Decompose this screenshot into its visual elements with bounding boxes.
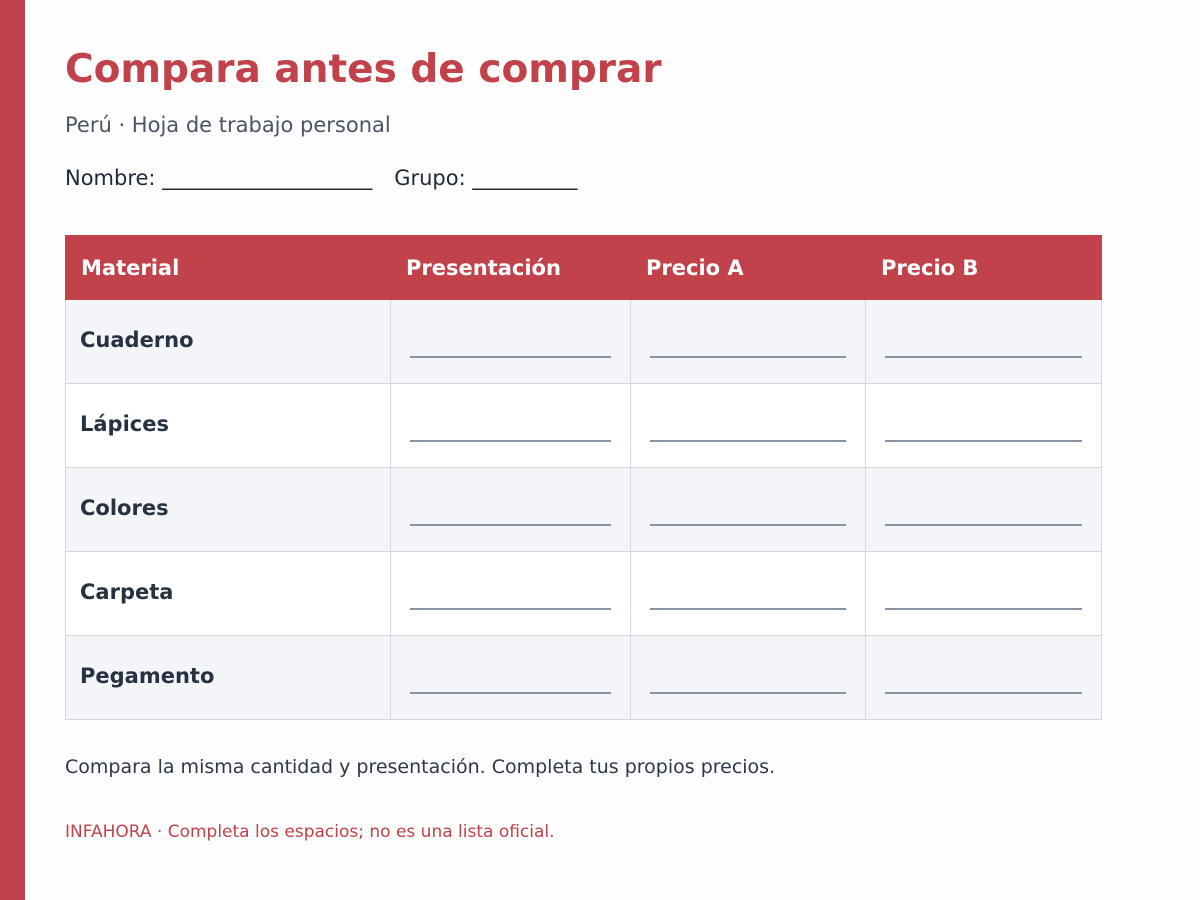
precio-b-cell bbox=[866, 300, 1102, 384]
blank-line bbox=[410, 608, 611, 610]
material-name: Lápices bbox=[80, 412, 169, 436]
precio-b-cell bbox=[866, 636, 1102, 720]
table-row bbox=[66, 384, 1102, 468]
material-cell bbox=[66, 300, 391, 384]
name-label: Nombre: bbox=[65, 166, 156, 190]
blank-line bbox=[885, 356, 1082, 358]
precio-a-cell bbox=[631, 636, 866, 720]
blank-line bbox=[410, 440, 611, 442]
blank-line bbox=[650, 524, 846, 526]
material-cell bbox=[66, 552, 391, 636]
presentacion-cell bbox=[391, 468, 631, 552]
presentacion-cell bbox=[391, 300, 631, 384]
column-header-material: Material bbox=[66, 236, 391, 300]
page-subtitle: Perú · Hoja de trabajo personal bbox=[65, 113, 391, 137]
blank-line bbox=[885, 692, 1082, 694]
blank-line bbox=[885, 608, 1082, 610]
material-cell bbox=[66, 384, 391, 468]
blank-line bbox=[410, 692, 611, 694]
material-cell bbox=[66, 636, 391, 720]
instruction-note: Compara la misma cantidad y presentación. Completa tus propios precios. bbox=[65, 756, 776, 778]
presentacion-cell bbox=[391, 636, 631, 720]
blank-line bbox=[650, 440, 846, 442]
material-cell bbox=[66, 468, 391, 552]
blank-line bbox=[885, 524, 1082, 526]
presentacion-cell bbox=[391, 552, 631, 636]
presentacion-cell bbox=[391, 384, 631, 468]
material-name: Pegamento bbox=[80, 664, 215, 688]
precio-a-cell bbox=[631, 384, 866, 468]
column-header-presentacion: Presentación bbox=[391, 236, 631, 300]
table-row bbox=[66, 636, 1102, 720]
name-blank: ____________________ bbox=[162, 166, 373, 190]
precio-a-cell bbox=[631, 468, 866, 552]
table-row bbox=[66, 552, 1102, 636]
table-row bbox=[66, 468, 1102, 552]
material-name: Colores bbox=[80, 496, 169, 520]
group-label: Grupo: bbox=[394, 166, 466, 190]
blank-line bbox=[650, 608, 846, 610]
blank-line bbox=[885, 440, 1082, 442]
column-header-precio-b: Precio B bbox=[866, 236, 1102, 300]
table-header-row bbox=[66, 236, 1102, 300]
page-title: Compara antes de comprar bbox=[65, 47, 662, 92]
blank-line bbox=[410, 356, 611, 358]
blank-line bbox=[650, 356, 846, 358]
precio-b-cell bbox=[866, 552, 1102, 636]
accent-side-bar bbox=[0, 0, 25, 900]
blank-line bbox=[410, 524, 611, 526]
material-name: Carpeta bbox=[80, 580, 174, 604]
precio-a-cell bbox=[631, 300, 866, 384]
material-name: Cuaderno bbox=[80, 328, 194, 352]
price-comparison-table bbox=[65, 235, 1102, 720]
blank-line bbox=[650, 692, 846, 694]
precio-b-cell bbox=[866, 384, 1102, 468]
precio-b-cell bbox=[866, 468, 1102, 552]
table-row bbox=[66, 300, 1102, 384]
group-blank: __________ bbox=[472, 166, 578, 190]
column-header-precio-a: Precio A bbox=[631, 236, 866, 300]
student-fields bbox=[65, 164, 577, 192]
footer-disclaimer: INFAHORA · Completa los espacios; no es una lista oficial. bbox=[65, 822, 555, 842]
precio-a-cell bbox=[631, 552, 866, 636]
